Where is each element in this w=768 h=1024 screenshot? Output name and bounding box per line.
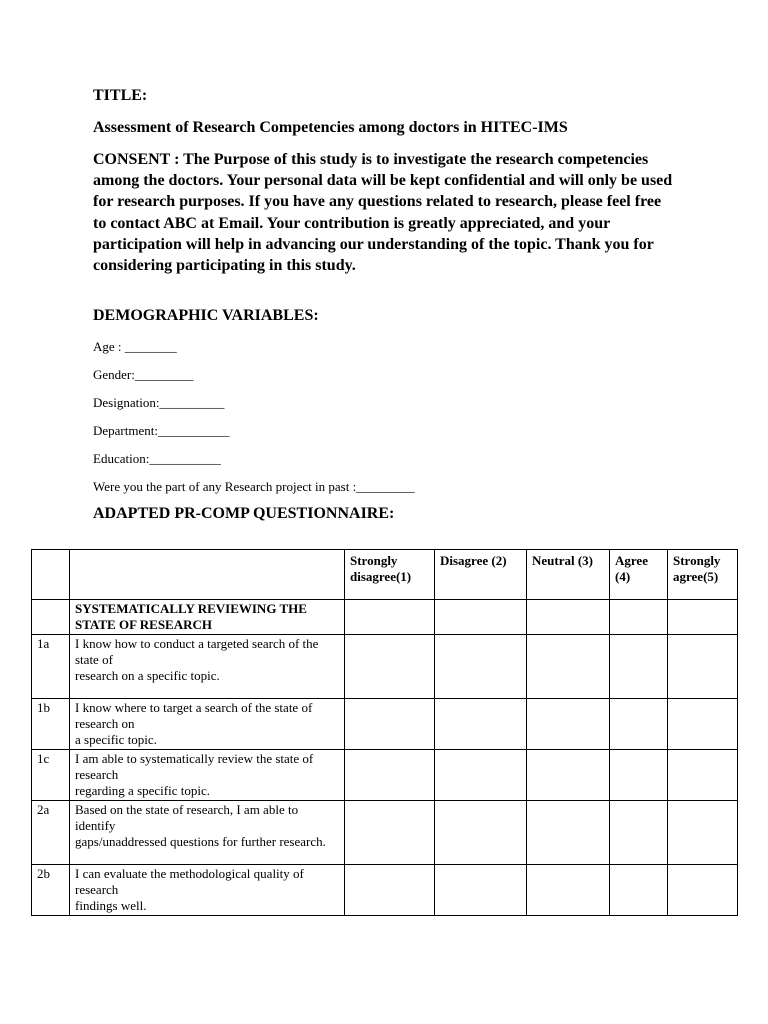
- table-row: [32, 635, 738, 699]
- item-text: I know where to target a search of the state of research on a specific topic.: [70, 699, 345, 750]
- response-cell[interactable]: [668, 801, 738, 865]
- response-cell[interactable]: [435, 801, 527, 865]
- response-cell[interactable]: [668, 865, 738, 916]
- department-field: Department:___________: [93, 423, 230, 438]
- education-field: Education:___________: [93, 451, 221, 466]
- document-title: Assessment of Research Competencies among doctors in HITEC-IMS: [93, 119, 568, 136]
- demographics-heading: DEMOGRAPHIC VARIABLES:: [93, 307, 319, 324]
- scale-strongly-disagree: Strongly disagree(1): [345, 550, 435, 600]
- section-title: SYSTEMATICALLY REVIEWING THE STATE OF RESEARCH: [70, 600, 345, 635]
- response-cell[interactable]: [527, 635, 610, 699]
- response-cell[interactable]: [345, 635, 435, 699]
- response-cell[interactable]: [668, 699, 738, 750]
- response-cell[interactable]: [345, 865, 435, 916]
- scale-neutral: Neutral (3): [527, 550, 610, 600]
- table-header-row: [32, 550, 738, 600]
- response-cell[interactable]: [610, 600, 668, 635]
- response-cell[interactable]: [527, 865, 610, 916]
- table-row: [32, 865, 738, 916]
- table-row: [32, 801, 738, 865]
- response-cell[interactable]: [527, 699, 610, 750]
- response-cell[interactable]: [668, 635, 738, 699]
- item-id: 1a: [32, 635, 70, 699]
- gender-field: Gender:_________: [93, 367, 194, 382]
- past-research-field: Were you the part of any Research project in past :_________: [93, 479, 415, 494]
- response-cell[interactable]: [527, 801, 610, 865]
- response-cell[interactable]: [610, 801, 668, 865]
- item-id: 1b: [32, 699, 70, 750]
- title-label: TITLE:: [93, 87, 148, 104]
- section-row: [32, 600, 738, 635]
- questionnaire-heading: ADAPTED PR-COMP QUESTIONNAIRE:: [93, 505, 395, 522]
- response-cell[interactable]: [435, 865, 527, 916]
- designation-field: Designation:__________: [93, 395, 225, 410]
- consent-paragraph: CONSENT : The Purpose of this study is to investigate the research competencies among the doctors. Your personal data will be kept confidential and will only be used for research purposes. If you have any questions related to research, please feel free to contact ABC at Email. Your contribution is greatly appreciated, and your participation will help in advancing our understanding of the topic. Thank you for considering participating in this study.: [93, 151, 673, 275]
- scale-strongly-agree: Strongly agree(5): [668, 550, 738, 600]
- response-cell[interactable]: [435, 600, 527, 635]
- response-cell[interactable]: [345, 801, 435, 865]
- item-text: I can evaluate the methodological quality of research findings well.: [70, 865, 345, 916]
- header-empty-item: [70, 550, 345, 600]
- response-cell[interactable]: [435, 750, 527, 801]
- item-text: I am able to systematically review the state of research regarding a specific topic.: [70, 750, 345, 801]
- item-id: 2a: [32, 801, 70, 865]
- age-field: Age : ________: [93, 339, 177, 354]
- item-text: Based on the state of research, I am able to identify gaps/unaddressed questions for further research.: [70, 801, 345, 865]
- response-cell[interactable]: [345, 699, 435, 750]
- response-cell[interactable]: [345, 600, 435, 635]
- item-id: 2b: [32, 865, 70, 916]
- response-cell[interactable]: [610, 699, 668, 750]
- response-cell[interactable]: [668, 600, 738, 635]
- response-cell[interactable]: [435, 635, 527, 699]
- response-cell[interactable]: [527, 750, 610, 801]
- response-cell[interactable]: [610, 750, 668, 801]
- scale-agree: Agree (4): [610, 550, 668, 600]
- response-cell[interactable]: [527, 600, 610, 635]
- header-empty-id: [32, 550, 70, 600]
- scale-disagree: Disagree (2): [435, 550, 527, 600]
- response-cell[interactable]: [610, 865, 668, 916]
- table-row: [32, 750, 738, 801]
- questionnaire-table: [31, 549, 738, 916]
- response-cell[interactable]: [345, 750, 435, 801]
- response-cell[interactable]: [610, 635, 668, 699]
- item-text: I know how to conduct a targeted search of the state of research on a specific topic.: [70, 635, 345, 699]
- item-id: 1c: [32, 750, 70, 801]
- response-cell[interactable]: [668, 750, 738, 801]
- response-cell[interactable]: [435, 699, 527, 750]
- table-row: [32, 699, 738, 750]
